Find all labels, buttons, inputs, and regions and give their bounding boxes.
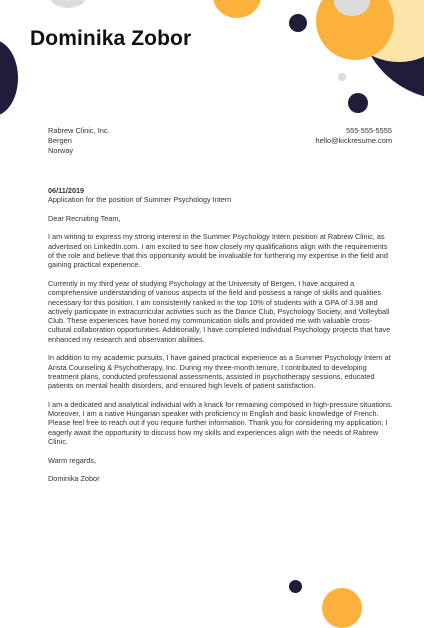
sender-contact	[315, 126, 392, 146]
letter-signature: Dominika Zobor	[48, 474, 100, 484]
recipient-address	[48, 126, 110, 156]
applicant-name: Dominika Zobor	[30, 27, 192, 50]
letter-date: 06/11/2019	[48, 186, 85, 195]
sender-email: hello@kickresume.com	[315, 136, 392, 145]
letter-subject: Application for the position of Summer Psychology Intern	[48, 195, 232, 205]
decorative-navy-dot-mid	[348, 93, 368, 113]
decorative-gray-circle-top	[50, 0, 86, 8]
decorative-yellow-circle-bottom	[322, 588, 362, 628]
letter-salutation: Dear Recruiting Team,	[48, 213, 121, 223]
letter-paragraph: In addition to my academic pursuits, I have gained practical experience as a Summer Psychology Intern at Arista Counseling & Psychotherapy, Inc. During my three-month tenure, I contributed to developing treatment plans, conducted professional assessments, assisted in psychotherapy sessions, educated patients on mental health disorders, and ensured high levels of patient satisfaction.	[48, 353, 391, 391]
letter-paragraph: Currently in my third year of studying Psychology at the University of Bergen, I have acquired a comprehensive understanding of various aspects of the field and possess a range of skills and qualities necessary for this position. I am consistently ranked in the top 10% of students with a GPA of 3.98 and actively participate in extracurricular activities such as the Dance Club, Psychology Society, and Volleyball Club. These experiences have honed my communication skills and provided me with valuable cross-cultural collaboration opportunities. Additionally, I have completed individual Psychology projects that have enhanced my research and observation abilities.	[48, 278, 391, 344]
sender-phone: 555-555-5555	[345, 126, 392, 135]
letter-paragraph: I am a dedicated and analytical individual with a knack for remaining composed in high-pressure situations. Moreover, I am a native Hungarian speaker with proficiency in English and basic knowledge of French. Please feel free to reach out if you require further information. Thank you for considering my application; I eagerly await the opportunity to discuss how my skills and experiences align with the needs of Rabrew Clinic.	[48, 399, 393, 447]
decorative-navy-dot-top	[289, 14, 307, 32]
decorative-navy-circle-left	[0, 40, 18, 116]
decorative-gray-dot-small	[338, 73, 346, 81]
letter-closing: Warm regards,	[48, 455, 96, 465]
recipient-city: Bergen	[48, 136, 72, 145]
letter-paragraph: I am writing to express my strong interest in the Summer Psychology Intern position at Rabrew Clinic, as advertised on LinkedIn.com. I am excited to see how closely my qualifications align with the requirements of the role and believe that this opportunity would be invaluable for furthering my expertise in the field and gaining practical experience.	[48, 232, 388, 270]
decorative-navy-dot-bottom	[289, 580, 302, 593]
letter-body	[48, 186, 394, 493]
decorative-yellow-circle-top	[213, 0, 261, 18]
recipient-company: Rabrew Clinic, Inc.	[48, 126, 110, 135]
recipient-country: Norway	[48, 146, 74, 155]
